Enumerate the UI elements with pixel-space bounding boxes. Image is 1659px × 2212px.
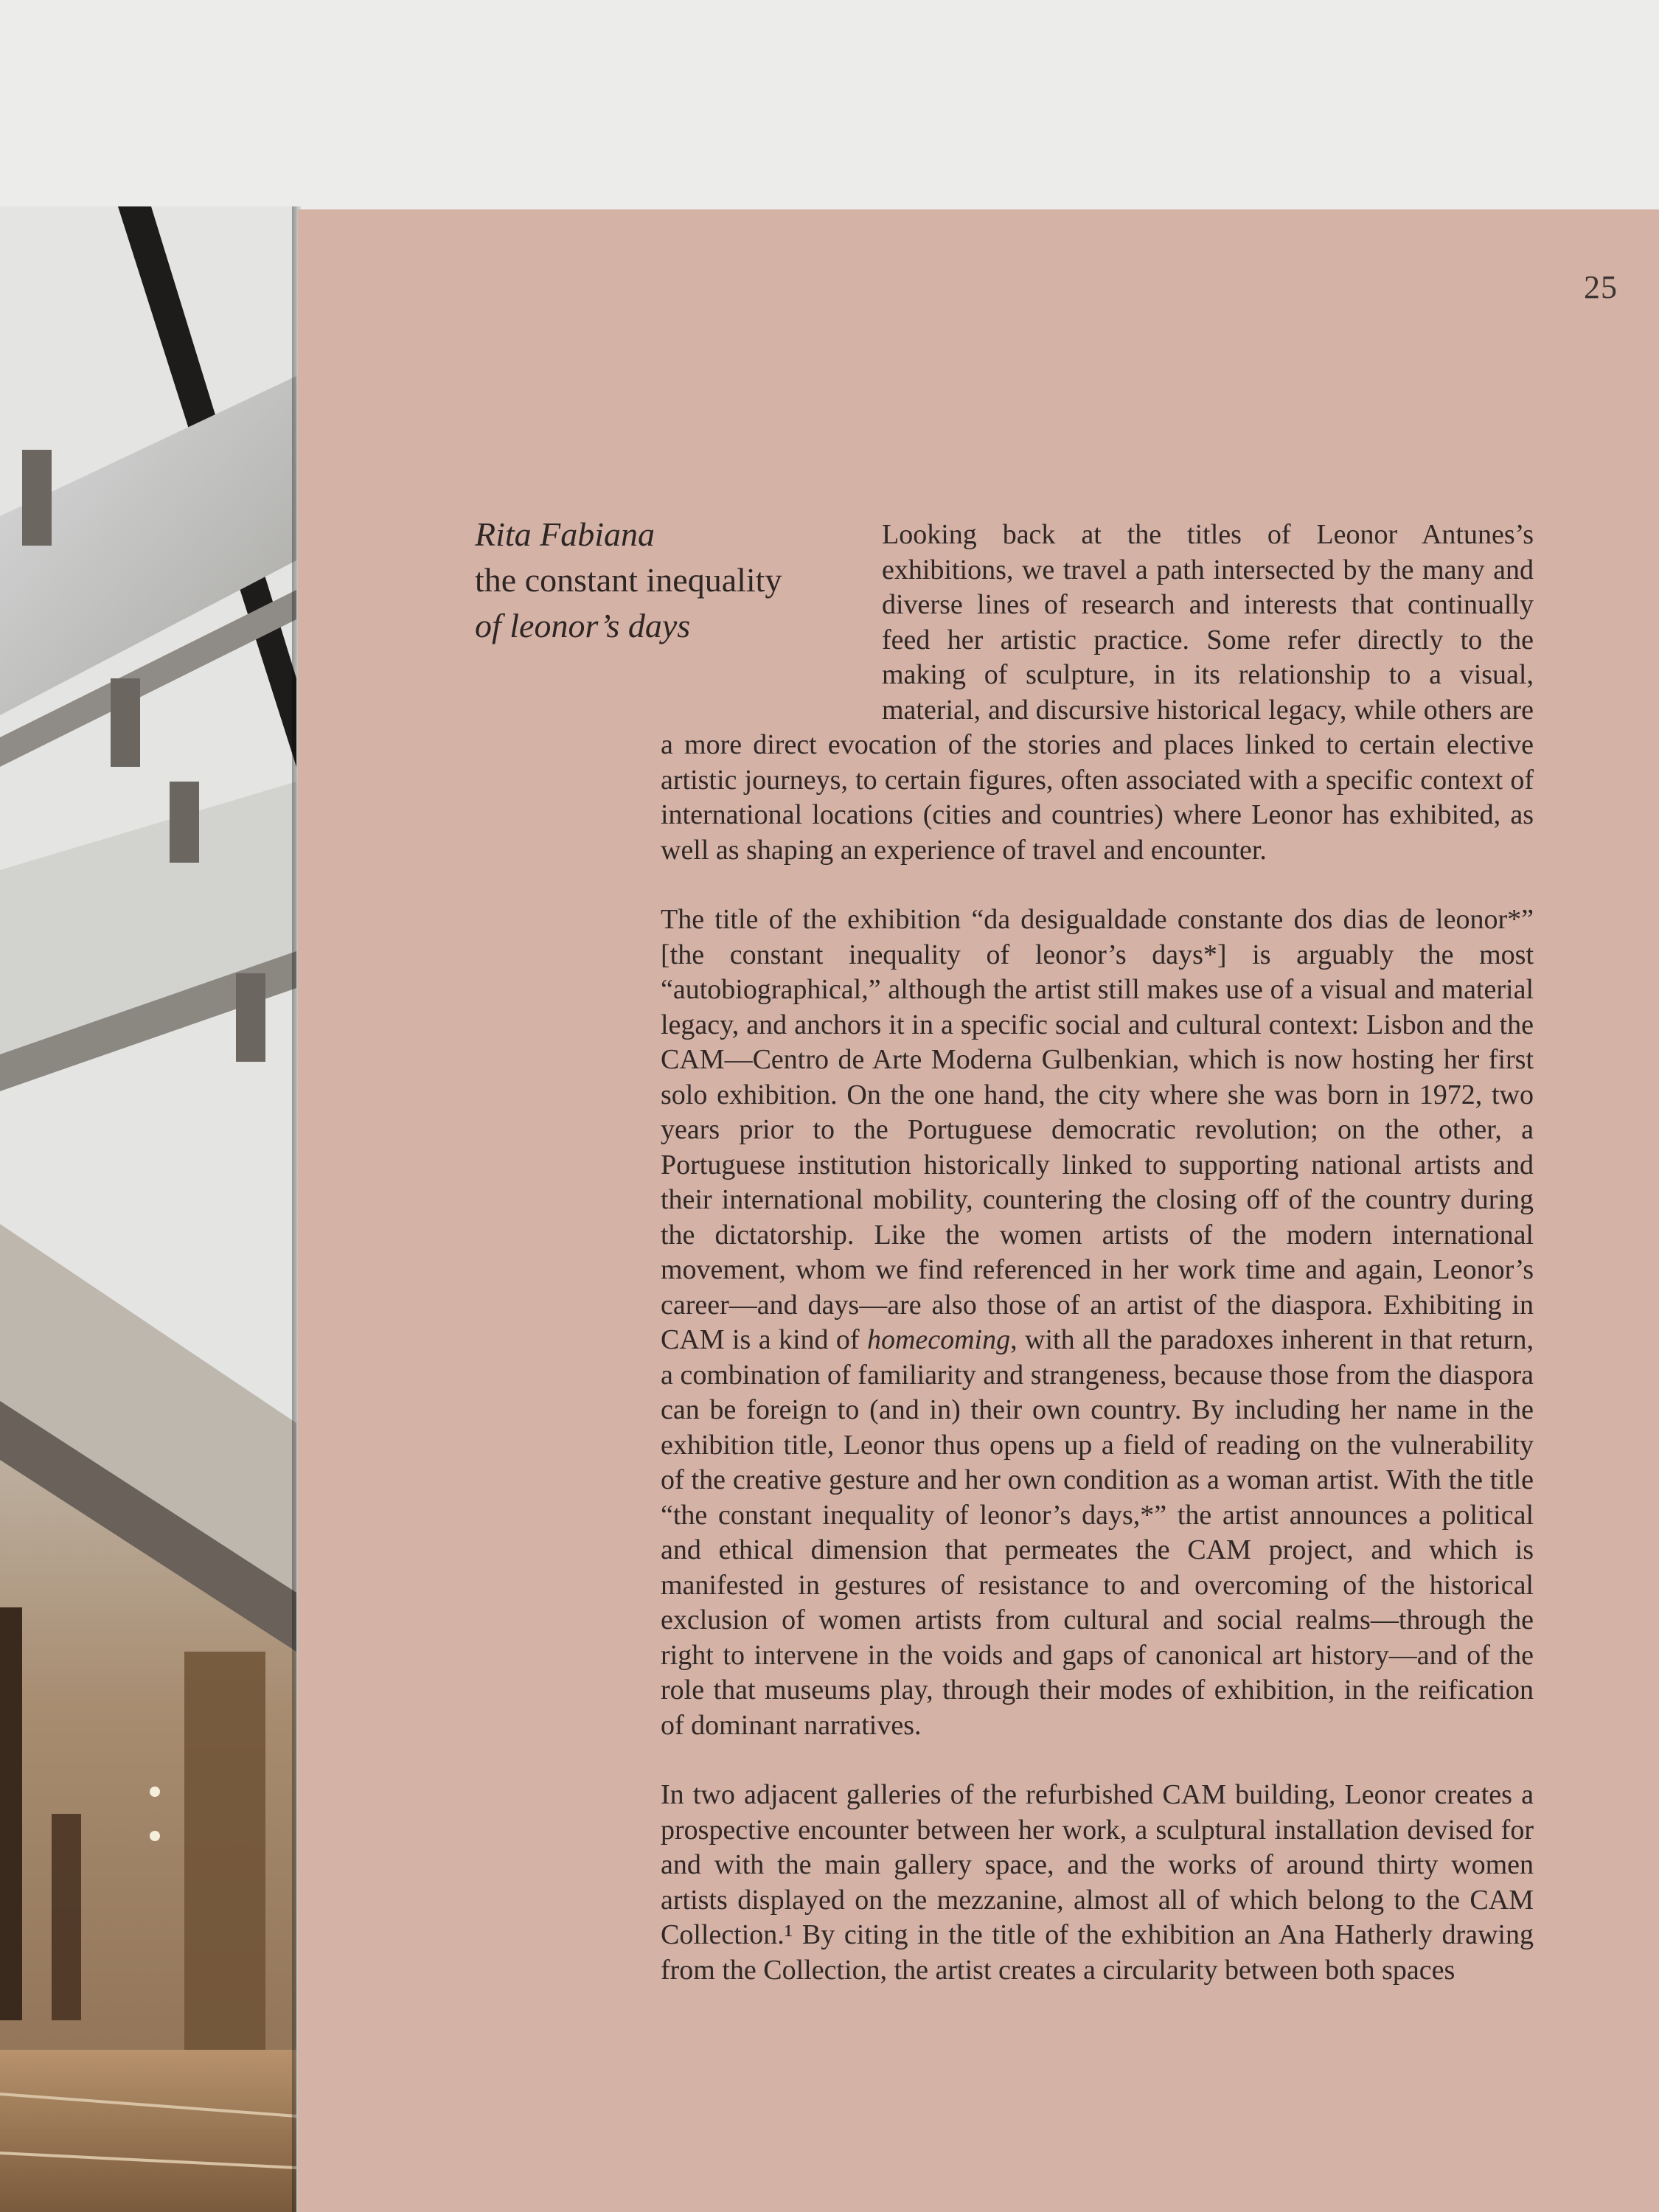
paragraph-1: Looking back at the titles of Leonor Antunes’s exhibitions, we travel a path intersected by the many and diverse lines of research and interests that continually feed her artistic practice. Some refer directly to the making of sculpture, in its relationship to a visual, material, and discursive historical legacy, while others are a more direct evocation of the stories and places linked to certain elective artistic journeys, to certain figures, often associated with a specific context of international locations (cities and countries) where Leonor has exhibited, as well as shaping an experience of travel and encounter. (661, 519, 1534, 866)
text-page (298, 209, 1659, 2212)
essay-title-line-2: of leonor’s days (475, 607, 691, 644)
author-name: Rita Fabiana (475, 515, 655, 553)
paragraph-2-part-2: , with all the paradoxes inherent in that return, a combination of familiarity and strangeness, because those from the diaspora can be foreign to (and in) their own country. By including her name in the exhibition title, Leonor thus opens up a field of reading on the vulnerability of the creative gesture and her own condition as a woman artist. With the title “the constant inequality of leonor’s days,*” the artist announces a political and ethical dimension that permeates the CAM project, and which is manifested in gestures of resistance to and overcoming of the historical exclusion of women artists from cultural and social realms—through the right to intervene in the voids and gaps of canonical art history—and of the role that museums play, through their modes of exhibition, in the reification of dominant narratives. (661, 1324, 1534, 1741)
paragraph-2-emphasis: homecoming (866, 1324, 1011, 1355)
essay-body (661, 518, 1534, 2023)
page-number: 25 (1584, 269, 1618, 305)
heading-indent-space (661, 518, 882, 693)
gallery-interior-image (0, 206, 296, 2212)
essay-title-line-1: the constant inequality (475, 561, 782, 599)
paragraph-2-part-1: The title of the exhibition “da desigualdade constante dos dias de leonor*” [the constant inequality of leonor’s days*] is arguably the most “autobiographical,” although the artist still makes use of a visual and material legacy, and anchors it in a specific social and cultural context: Lisbon and the CAM—Centro de Arte Moderna Gulbenkian, which is now hosting her first solo exhibition. On the one hand, the city where she was born in 1972, two years prior to the Portuguese democratic revolution; on the other, a Portuguese institution historically linked to supporting national artists and their international mobility, countering the closing off of the country during the dictatorship. Like the women artists of the modern international movement, whom we find referenced in her work time and again, Leonor’s career—and days—are also those of an artist of the diaspora. Exhibiting in CAM is a kind of (661, 904, 1534, 1355)
paragraph-3: In two adjacent galleries of the refurbished CAM building, Leonor creates a prospective encounter between her work, a sculptural installation devised for and with the main gallery space, and the works of around thirty women artists displayed on the mezzanine, almost all of which belong to the CAM Collection.¹ By citing in the title of the exhibition an Ana Hatherly drawing from the Collection, the artist creates a circularity between both spaces (661, 1779, 1534, 1986)
gallery-photograph (0, 206, 296, 2212)
paragraph-2 (661, 902, 1534, 1743)
